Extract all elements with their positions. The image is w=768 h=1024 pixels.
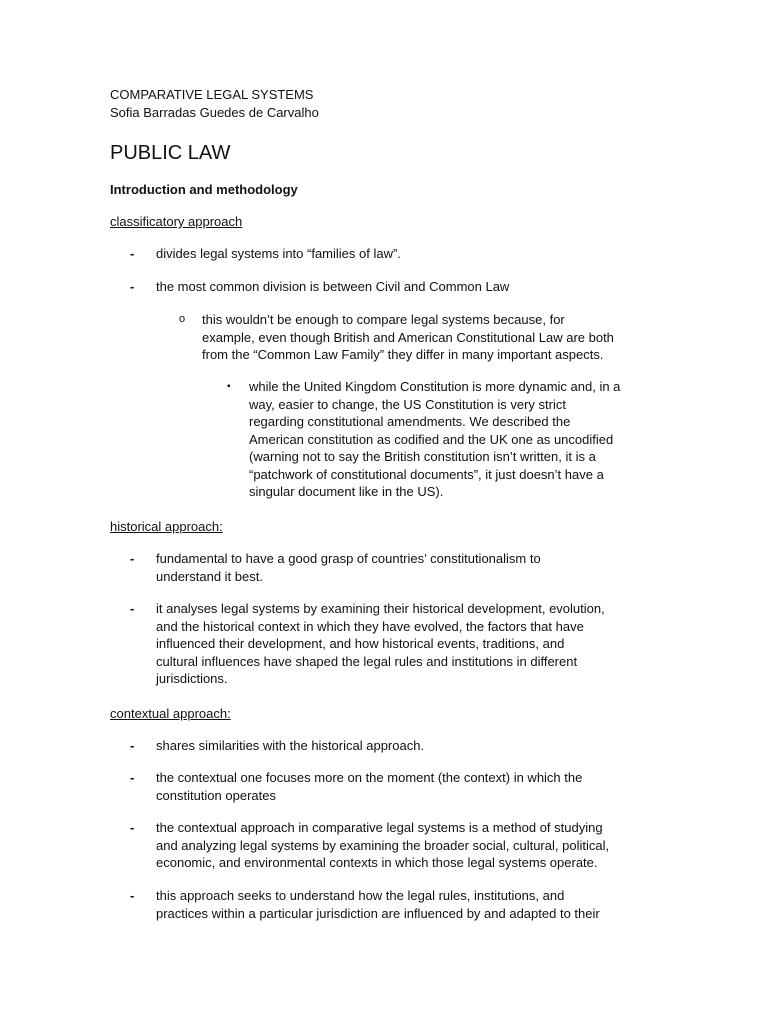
sub-bullet-item: this wouldn’t be enough to compare legal systems because, for example, even though British and American Constitutional Law are both from the “Common Law Family” they differ in many important aspects. (202, 312, 614, 362)
bullet-item: the contextual approach in comparative legal systems is a method of studying and analyzing legal systems by examining the broader social, cultural, political, economic, and environmental contexts in which those legal systems operate. (156, 820, 610, 870)
bullet-item: the most common division is between Civil and Common Law (156, 279, 510, 294)
sub-sub-bullet-item: while the United Kingdom Constitution is more dynamic and, in a way, easier to change, the US Constitution is very strict regarding constitutional amendments. We described the American constitution as codified and the UK one as uncodified (warning not to say the British constitution isn’t written, it is a “patchwork of constitutional documents”, it just doesn’t have a singular document like in the US). (249, 379, 621, 499)
square-bullet: ▪ (227, 381, 231, 392)
bullet-item: divides legal systems into “families of law”. (156, 246, 401, 261)
dash-bullet: - (130, 601, 135, 616)
section-heading-classificatory: classificatory approach (110, 214, 243, 229)
author-name: Sofia Barradas Guedes de Carvalho (110, 105, 319, 120)
bullet-item: shares similarities with the historical approach. (156, 738, 425, 753)
dash-bullet: - (130, 770, 135, 785)
dash-bullet: - (130, 820, 135, 835)
dash-bullet: - (130, 246, 135, 261)
subheading: Introduction and methodology (110, 182, 298, 197)
section-heading-historical: historical approach: (110, 519, 223, 534)
page-title: PUBLIC LAW (110, 142, 231, 164)
section-heading-contextual: contextual approach: (110, 706, 231, 721)
dash-bullet: - (130, 279, 135, 294)
course-title: COMPARATIVE LEGAL SYSTEMS (110, 87, 314, 102)
bullet-item: fundamental to have a good grasp of countries’ constitutionalism to understand it best. (156, 551, 541, 584)
circle-bullet: o (179, 313, 186, 325)
dash-bullet: - (130, 551, 135, 566)
bullet-item: it analyses legal systems by examining their historical development, evolution, and the historical context in which they have evolved, the factors that have influenced their development, and how historical events, traditions, and cultural influences have shaped the legal rules and institutions in different jurisdictions. (156, 601, 605, 686)
bullet-item: the contextual one focuses more on the moment (the context) in which the constitution operates (156, 770, 583, 803)
dash-bullet: - (130, 738, 135, 753)
bullet-item: this approach seeks to understand how the legal rules, institutions, and practices within a particular jurisdiction are influenced by and adapted to their (156, 888, 600, 921)
dash-bullet: - (130, 888, 135, 903)
